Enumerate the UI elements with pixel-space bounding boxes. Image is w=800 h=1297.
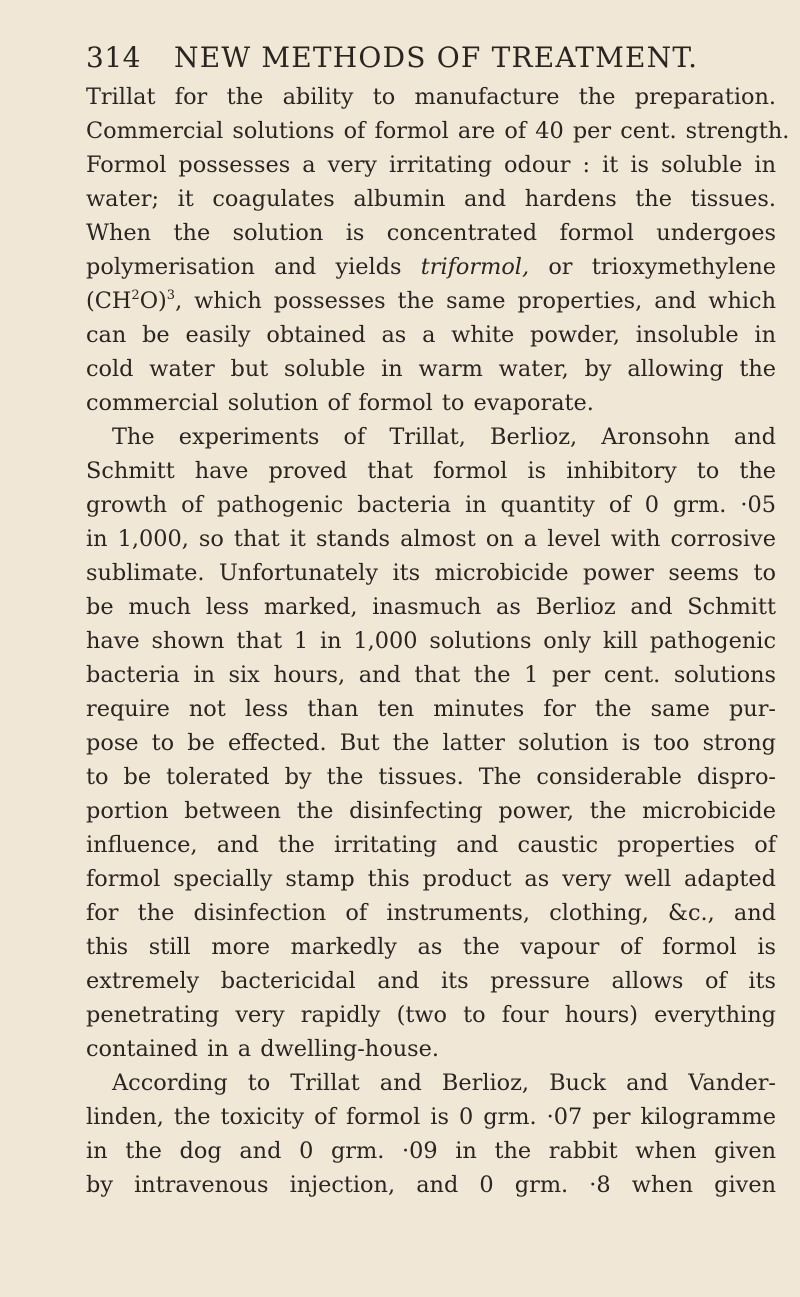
body-text [86,80,790,1202]
text-span: polymerisation and yields [86,254,402,280]
text-line-formula [86,284,776,318]
text-line: in the dog and 0 grm. ·09 in the rabbit when given [86,1138,776,1164]
text-line: water; it coagulates albumin and hardens the tissues. [86,186,776,212]
chemical-formula [86,288,175,314]
paragraph-formol-properties [86,80,790,420]
paragraph-experiments [86,420,776,1066]
text-line: to be tolerated by the tissues. The considerable dispro- [86,764,776,790]
text-line: for the disinfection of instruments, clothing, &c., and [86,900,776,926]
text-line: cold water but soluble in warm water, by allowing the [86,356,776,382]
text-line: penetrating very rapidly (two to four hours) everything [86,1002,776,1028]
text-line: can be easily obtained as a white powder, insoluble in [86,322,776,348]
paragraph-toxicity [86,1066,776,1202]
text-line: When the solution is concentrated formol undergoes [86,220,776,246]
formula-part: (CH [86,288,132,314]
text-line: have shown that 1 in 1,000 solutions only kill pathogenic [86,628,776,654]
text-line: by intravenous injection, and 0 grm. ·8 when given [86,1172,776,1198]
formula-part: O) [139,288,167,314]
text-line: be much less marked, inasmuch as Berlioz and Schmitt [86,594,776,620]
text-span: , which possesses the same properties, and which [175,288,776,314]
text-line: require not less than ten minutes for the same pur- [86,696,776,722]
text-line: Schmitt have proved that formol is inhibitory to the [86,458,776,484]
text-line: commercial solution of formol to evaporate. [86,390,594,416]
page-number: 314 [86,41,141,74]
text-line: linden, the toxicity of formol is 0 grm. ·07 per kilogramme [86,1104,776,1130]
running-head [86,38,766,78]
italic-term-triformol: triformol, [420,254,530,280]
text-line: formol specially stamp this product as very well adapted [86,866,776,892]
text-line: influence, and the irritating and caustic properties of [86,832,776,858]
text-line: extremely bactericidal and its pressure allows of its [86,968,776,994]
text-line: According to Trillat and Berlioz, Buck and Vander- [112,1070,776,1096]
text-line: growth of pathogenic bacteria in quantity of 0 grm. ·05 [86,492,776,518]
running-title: NEW METHODS OF TREATMENT. [174,41,699,74]
text-line: pose to be effected. But the latter solution is too strong [86,730,776,756]
text-span: or trioxymethylene [548,254,777,280]
formula-subscript: 2 [131,288,140,303]
text-line: this still more markedly as the vapour of formol is [86,934,776,960]
text-line: bacteria in six hours, and that the 1 per cent. solutions [86,662,776,688]
text-line: in 1,000, so that it stands almost on a level with corrosive [86,526,776,552]
text-line: sublimate. Unfortunately its microbicide power seems to [86,560,776,586]
text-line: Formol possesses a very irritating odour : it is soluble in [86,152,776,178]
text-line: contained in a dwelling-house. [86,1036,439,1062]
text-line: Trillat for the ability to manufacture the preparation. [86,84,776,110]
text-line [86,250,776,284]
formula-superscript: 3 [166,288,176,303]
text-line: The experiments of Trillat, Berlioz, Aronsohn and [112,424,776,450]
text-line: portion between the disinfecting power, the microbicide [86,798,776,824]
text-line: Commercial solutions of formol are of 40 per cent. strength. [86,118,790,144]
